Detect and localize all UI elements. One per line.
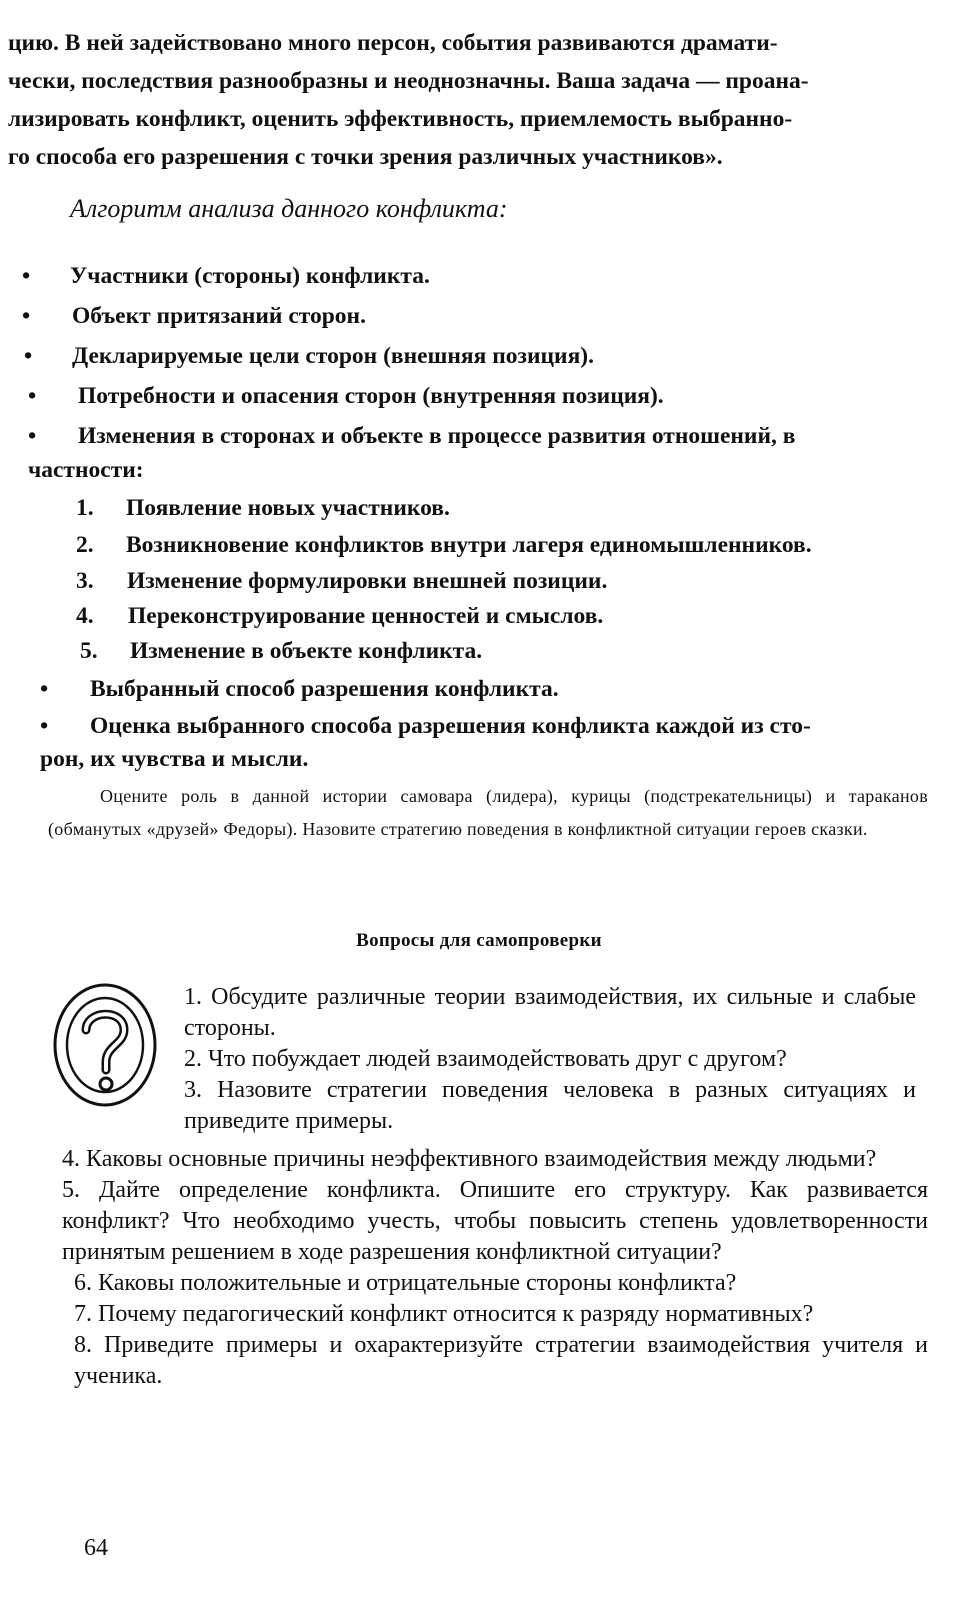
intro-line: цию. В ней задействовано много персон, события развиваются драмати-	[8, 30, 778, 56]
numbered-item-index: 5.	[80, 638, 98, 664]
bullet-mark: •	[40, 713, 49, 739]
bullet-mark: •	[40, 676, 49, 702]
bullet-continuation: рон, их чувства и мысли.	[40, 746, 309, 772]
questions-beside-icon	[184, 982, 916, 1137]
question-mark-seal-icon	[50, 980, 160, 1110]
bullet-mark: •	[28, 423, 37, 449]
numbered-item	[80, 633, 483, 669]
bullet-text: Оценка выбранного способа разрешения конфликта каждой из сто-	[90, 713, 811, 739]
numbered-item	[76, 598, 604, 634]
bullet-mark: •	[28, 383, 37, 409]
bullet-text: Выбранный способ разрешения конфликта.	[90, 676, 559, 702]
bullet-continuation: частности:	[28, 457, 144, 483]
bullet-text: Участники (стороны) конфликта.	[70, 263, 430, 289]
question-item: 6. Каковы положительные и отрицательные стороны конфликта?	[74, 1270, 737, 1296]
bullet-mark: •	[22, 263, 31, 289]
question-item: 4. Каковы основные причины неэффективного взаимодействия между людьми?	[62, 1146, 877, 1172]
intro-line: чески, последствия разнообразны и неоднозначны. Ваша задача — проана-	[8, 68, 809, 94]
numbered-item-index: 1.	[76, 495, 94, 521]
numbered-item	[76, 527, 812, 563]
bullet-text: Объект притязаний сторон.	[72, 303, 366, 329]
numbered-item	[76, 563, 608, 599]
question-item: 7. Почему педагогический конфликт относится к разряду нормативных?	[74, 1301, 814, 1327]
assignment-text: Оцените роль в данной истории самовара (лидера), курицы (подстрекательницы) и тараканов (обманутых «друзей» Федоры). Назовите стратегию поведения в конфликтной ситуации героев сказки.	[48, 786, 928, 839]
questions-heading: Вопросы для самопроверки	[356, 930, 602, 951]
bullet-text: Изменения в сторонах и объекте в процессе развития отношений, в	[78, 423, 796, 449]
page-number: 64	[84, 1535, 108, 1561]
question-item: 8. Приведите примеры и охарактеризуйте стратегии взаимодействия учителя и ученика.	[74, 1332, 928, 1389]
bullet-mark: •	[22, 303, 31, 329]
numbered-item	[76, 490, 450, 526]
intro-paragraph	[8, 24, 938, 176]
numbered-item-text: Появление новых участников.	[126, 495, 450, 521]
intro-line: го способа его разрешения с точки зрения различных участников».	[8, 144, 723, 170]
numbered-item-text: Изменение в объекте конфликта.	[130, 638, 483, 664]
assignment-paragraph	[48, 780, 928, 846]
bullet-text: Потребности и опасения сторон (внутренняя позиция).	[78, 383, 664, 409]
numbered-item-text: Изменение формулировки внешней позиции.	[127, 568, 608, 594]
bullet-text: Декларируемые цели сторон (внешняя позиция).	[72, 343, 595, 369]
numbered-item-index: 4.	[76, 603, 94, 629]
numbered-item-text: Возникновение конфликтов внутри лагеря единомышленников.	[126, 532, 812, 558]
algorithm-title: Алгоритм анализа данного конфликта:	[70, 194, 508, 223]
numbered-item-text: Переконструирование ценностей и смыслов.	[128, 603, 604, 629]
question-item: 5. Дайте определение конфликта. Опишите его структуру. Как развивается конфликт? Что необходимо учесть, чтобы повысить степень удовлетворенности принятым решением в ходе разрешения конфликтной ситуации?	[62, 1177, 928, 1265]
numbered-item-index: 3.	[76, 568, 94, 594]
question-item: 2. Что побуждает людей взаимодействовать друг с другом?	[184, 1046, 787, 1072]
numbered-item-index: 2.	[76, 532, 94, 558]
question-item: 3. Назовите стратегии поведения человека в разных ситуациях и приведите примеры.	[184, 1077, 916, 1134]
intro-line: лизировать конфликт, оценить эффективность, приемлемость выбранно-	[8, 106, 793, 132]
question-item: 1. Обсудите различные теории взаимодействия, их сильные и слабые стороны.	[184, 984, 916, 1041]
questions-full-width	[62, 1144, 928, 1392]
bullet-mark: •	[24, 343, 33, 369]
